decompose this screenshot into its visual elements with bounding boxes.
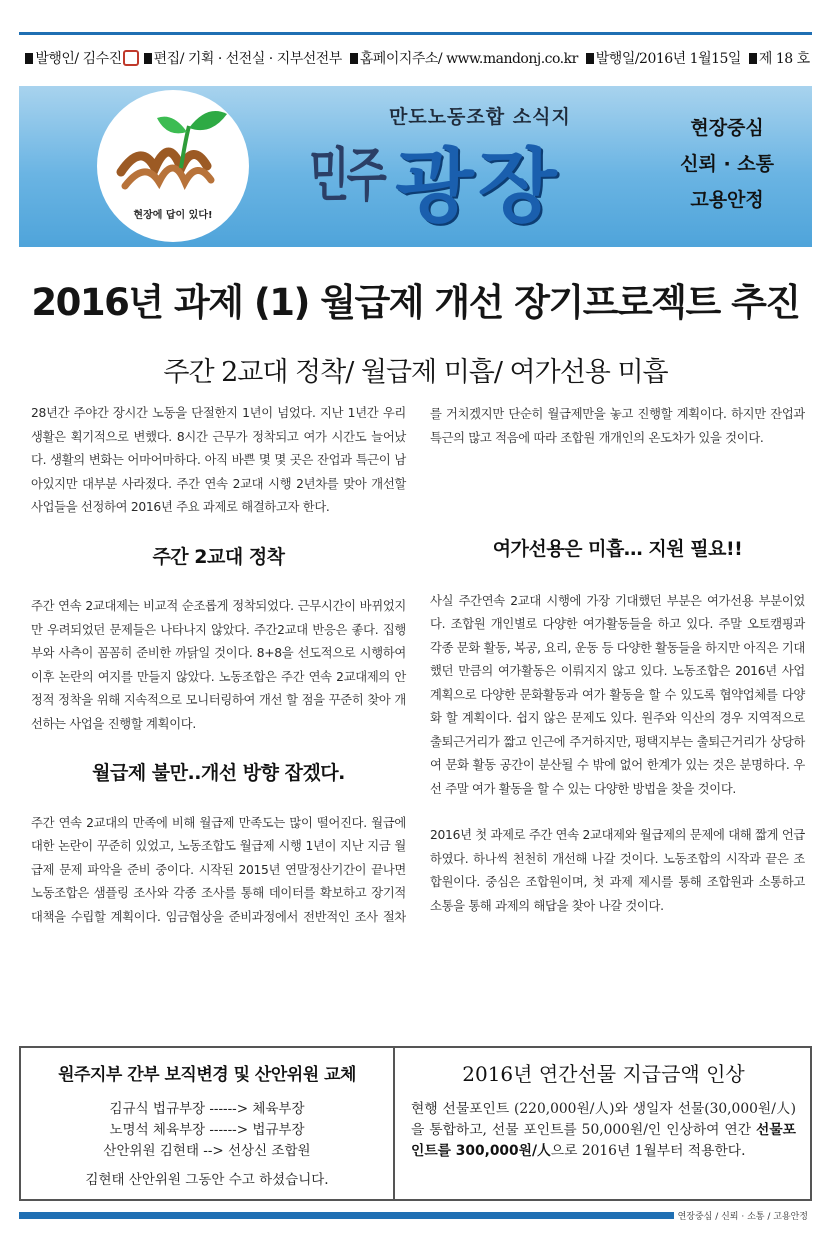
square-bullet-icon: [749, 53, 757, 64]
notice-text-part: 현행 선물포인트 (220,000원/人)와 생일자 선물(30,000원/人)을 통합하고, 선물 포인트를 50,000원/인 인상하여 연간: [411, 1101, 796, 1138]
left-column: [31, 402, 406, 929]
square-bullet-icon: [350, 53, 358, 64]
union-logo: [97, 90, 249, 242]
logo-motto: 현장에 답이 있다!: [133, 210, 213, 221]
masthead-title-prefix: 민주: [309, 141, 384, 209]
issue-date: 발행일/2016년 1월15일: [595, 51, 741, 67]
notice-text-emphasis: 선물포인트를 300,000원/人: [411, 1122, 796, 1159]
masthead-banner: [19, 86, 812, 247]
headline: 2016년 과제 (1) 월급제 개선 장기프로젝트 추진: [31, 281, 800, 324]
intro-paragraph: 28년간 주야간 장시간 노동을 단절한지 1년이 넘었다. 지난 1년간 우리 생활은 획기적으로 변했다. 8시간 근무가 정착되고 여가 시간도 늘어났다. 생활의 변화는 어마어마하다. 아직 바쁜 몇 몇 곳은 잔업과 특근이 남아있지만 대부분 사라졌다. 주간 연속 2교대 시행 2년차를 맞아 개선할 사업들을 선정하여 2016년 주요 과제로 해결하고자 한다.: [31, 406, 406, 514]
closing-paragraph: 2016년 첫 과제로 주간 연속 2교대제와 월급제의 문제에 대해 짧게 언급하였다. 하나씩 천천히 개선해 나갈 것이다. 노동조합의 시작과 끝은 조합원이다. 중심은 조합원이며, 첫 과제 제시를 통해 조합원과 소통하고 소통을 통해 과제의 해답을 찾아 나갈 것이다.: [430, 828, 805, 913]
section-title: 여가선용은 미흡… 지원 필요!!: [492, 538, 743, 560]
square-bullet-icon: [25, 53, 33, 64]
sprout-logo-icon: [111, 102, 235, 206]
footer-tag: 연장중심 / 신뢰 · 소통 / 고용안정: [674, 1209, 812, 1222]
section-body-continued: 를 거치겠지만 단순히 월급제만을 놓고 진행할 계획이다. 하지만 잔업과 특근의 많고 적음에 따라 조합원 개개인의 온도차가 있을 것이다.: [430, 407, 805, 445]
notice-line: 노명석 체육부장 ------> 법규부장: [109, 1122, 305, 1138]
section-body: 주간 연속 2교대제는 비교적 순조롭게 정착되었다. 근무시간이 바뀌었지만 우려되었던 문제들은 나타나지 않았다. 주간2교대 반응은 좋다. 집행부와 사측이 꼼꼼히 준비한 까닭일 것이다. 8+8을 선도적으로 시행하여 이후 논란의 여지를 만들지 않았다. 노동조합은 주간 연속 2교대제의 안정적 정착을 위해 지속적으로 모니터링하여 개선 할 점을 꾸준히 찾아 개선하는 사업을 진행할 계획이다.: [31, 599, 406, 731]
publisher-line: [19, 48, 812, 68]
personnel-notice: [21, 1048, 395, 1199]
masthead-title: 광장: [395, 140, 561, 233]
notice-title: 2016년 연간선물 지급금액 인상: [462, 1062, 745, 1086]
notice-text-part: 으로 2016년 1월부터 적용한다.: [550, 1143, 746, 1159]
notice-text: [411, 1099, 796, 1162]
slogans: [680, 110, 774, 218]
top-rule: [19, 32, 812, 35]
square-bullet-icon: [586, 53, 594, 64]
editor: 편집/ 기획 · 선전실 · 지부선전부: [153, 51, 342, 67]
slogan: 고용안정: [690, 189, 764, 211]
right-column: [430, 403, 805, 918]
seal-stamp-icon: [123, 50, 139, 66]
section-body: 사실 주간연속 2교대 시행에 가장 기대했던 부분은 여가선용 부분이었다. 조합원 개인별로 다양한 여가활동들을 하고 있다. 주말 오토캠핑과 각종 문화 활동, 복공, 요리, 운동 등 다양한 활동들을 하지만 아직은 기대했던 만큼의 여가활동은 이뤄지지 않고 있다. 노동조합은 2016년 사업계획으로 다양한 문화활동과 여가 활동을 할 수 있도록 협약업체를 다양화 할 계획이다. 쉽지 않은 문제도 있다. 원주와 익산의 경우 지역적으로 출퇴근거리가 짧고 인근에 주거하지만, 평택지부는 출퇴근거리가 상당하여 문화 활동 공간이 분산될 수 밖에 없어 한계가 있는 것은 분명하다. 우선 주말 여가 활동을 할 수 있는 다양한 방법을 찾을 것이다.: [430, 593, 805, 796]
notice-title: 원주지부 간부 보직변경 및 산안위원 교체: [58, 1065, 356, 1085]
slogan: 현장중심: [690, 117, 764, 139]
issue-number: 제 18 호: [758, 51, 810, 67]
homepage: 홈페이지주소/ www.mandonj.co.kr: [359, 51, 578, 67]
publisher: 발행인/ 김수진: [35, 51, 122, 67]
notice-line: 김규식 법규부장 ------> 체육부장: [109, 1101, 305, 1117]
section-title: 주간 2교대 정착: [152, 545, 285, 568]
section-continued: [430, 403, 805, 520]
slogan: 신뢰 · 소통: [680, 153, 774, 175]
subheadline: 주간 2교대 정착/ 월급제 미흡/ 여가선용 미흡: [163, 357, 668, 388]
notice-line: 산안위원 김현태 --> 선상신 조합원: [103, 1143, 311, 1159]
section-title: 월급제 불만..개선 방향 잡겠다.: [92, 762, 345, 784]
gift-notice: [397, 1048, 810, 1199]
square-bullet-icon: [144, 53, 152, 64]
masthead-subtitle: 만도노동조합 소식지: [389, 106, 571, 128]
section-body: 주간 연속 2교대의 만족에 비해 월급제 만족도는 많이 떨어진다. 월급에 대한 논란이 꾸준히 있었고, 노동조합도 월급제 시행 1년이 지난 지금 월급제 문제 파악을 준비 중이다. 시작된 2015년 연말정산기간이 끝나면 노동조합은 샘플링 조사와 각종 조사를 통해 데이터를 확보하고 장기적 대책을 수립할 계획이다. 임금협상을 준비과정에서 전반적인 조사 절차: [31, 815, 406, 924]
notice-boxes: [19, 1046, 812, 1201]
notice-thanks: 김현태 산안위원 그동안 수고 하셨습니다.: [85, 1172, 329, 1188]
